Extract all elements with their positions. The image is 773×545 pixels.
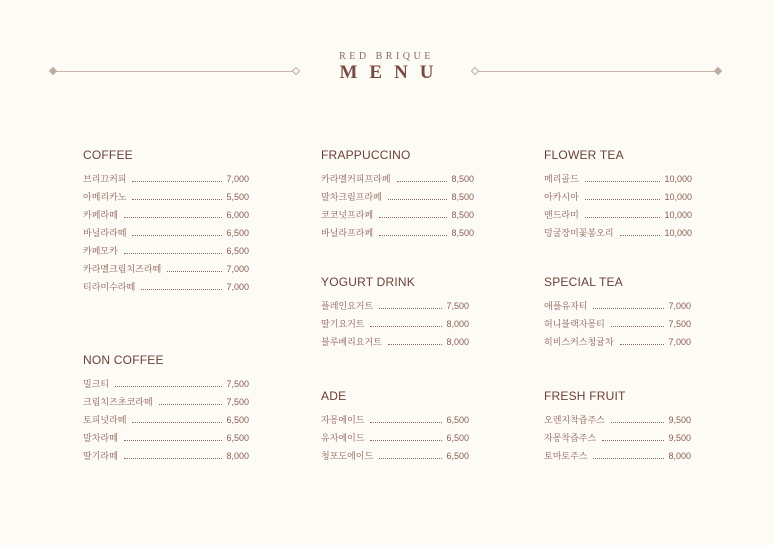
menu-item: [83, 172, 249, 190]
menu-item: [544, 190, 692, 208]
menu-item-price: 8,000: [226, 451, 249, 461]
menu-item: [83, 262, 249, 280]
brand-name: RED BRIQUE: [339, 51, 434, 62]
section-yogurt-drink: [321, 275, 469, 353]
dot-leader: [585, 181, 661, 182]
dot-leader: [141, 289, 222, 290]
menu-item-name: 오렌지착즙주스: [544, 415, 605, 425]
menu-item-name: 허니블랙자몽티: [544, 319, 605, 329]
menu-item-name: 청포도에이드: [321, 451, 374, 461]
menu-item-name: 카페라떼: [83, 210, 118, 220]
section-ade: [321, 389, 469, 467]
menu-item-name: 메리골드: [544, 174, 579, 184]
menu-item: [83, 413, 249, 431]
menu-item-name: 딸기요거트: [321, 319, 365, 329]
menu-item-price: 8,500: [451, 174, 474, 184]
menu-item-name: 자몽착즙주스: [544, 433, 597, 443]
section-title: YOGURT DRINK: [321, 275, 415, 289]
menu-item-name: 말차크림프라페: [321, 192, 382, 202]
menu-item: [83, 208, 249, 226]
menu-item-name: 바닐라라떼: [83, 228, 127, 238]
menu-item: [321, 208, 474, 226]
menu-item-price: 7,000: [668, 337, 691, 347]
page-title: MENU: [339, 62, 446, 83]
dot-leader: [585, 217, 661, 218]
menu-item: [544, 172, 692, 190]
menu-item-price: 8,000: [446, 319, 469, 329]
menu-item-name: 플레인요거트: [321, 301, 374, 311]
dot-leader: [124, 217, 223, 218]
menu-item-name: 딸기라떼: [83, 451, 118, 461]
menu-item: [83, 377, 249, 395]
menu-item-price: 7,000: [226, 264, 249, 274]
menu-item-price: 5,500: [226, 192, 249, 202]
menu-item-name: 맨드라미: [544, 210, 579, 220]
menu-item-name: 히비스커스청귤차: [544, 337, 614, 347]
dot-leader: [593, 308, 664, 309]
menu-item-name: 유자에이드: [321, 433, 365, 443]
menu-item: [83, 244, 249, 262]
menu-item-name: 카라멜커피프라페: [321, 174, 391, 184]
menu-item-price: 8,500: [451, 192, 474, 202]
menu-item: [83, 280, 249, 298]
menu-item-name: 카페모카: [83, 246, 118, 256]
section-title: ADE: [321, 389, 347, 403]
dot-leader: [370, 326, 442, 327]
dot-leader: [379, 217, 447, 218]
menu-item: [321, 317, 469, 335]
dot-leader: [611, 422, 665, 423]
section-non-coffee: [83, 353, 249, 467]
menu-item: [544, 226, 692, 244]
menu-header: [0, 0, 773, 90]
menu-item-price: 7,500: [668, 319, 691, 329]
menu-item-price: 8,500: [451, 210, 474, 220]
menu-item: [83, 431, 249, 449]
dot-leader: [611, 326, 665, 327]
section-fresh-fruit: [544, 389, 691, 467]
menu-item: [321, 449, 469, 467]
dot-leader: [124, 440, 223, 441]
menu-item-price: 6,500: [446, 415, 469, 425]
section-title: FRESH FRUIT: [544, 389, 626, 403]
menu-item-price: 7,500: [446, 301, 469, 311]
section-coffee: [83, 148, 249, 298]
menu-item-price: 7,000: [226, 174, 249, 184]
dot-leader: [388, 199, 448, 200]
dot-leader: [370, 422, 442, 423]
menu-item: [83, 226, 249, 244]
menu-item-price: 10,000: [664, 174, 692, 184]
menu-item: [544, 449, 691, 467]
menu-item-price: 7,000: [668, 301, 691, 311]
menu-item-name: 토피넛라떼: [83, 415, 127, 425]
menu-item-price: 8,500: [451, 228, 474, 238]
menu-item: [544, 208, 692, 226]
dot-leader: [388, 344, 443, 345]
menu-item-price: 7,000: [226, 282, 249, 292]
menu-item-name: 토마토주스: [544, 451, 588, 461]
menu-item-name: 티라미수라떼: [83, 282, 136, 292]
menu-item: [321, 226, 474, 244]
menu-item-name: 애플유자티: [544, 301, 588, 311]
menu-item: [321, 299, 469, 317]
dot-leader: [620, 344, 665, 345]
menu-item-name: 코코넛프라페: [321, 210, 374, 220]
menu-item-name: 브리끄커피: [83, 174, 127, 184]
menu-item-name: 아카시아: [544, 192, 579, 202]
section-special-tea: [544, 275, 691, 353]
section-title: FLOWER TEA: [544, 148, 624, 162]
dot-leader: [602, 440, 664, 441]
menu-item-price: 7,500: [226, 379, 249, 389]
menu-item-name: 크림치즈초코라떼: [83, 397, 153, 407]
menu-item: [83, 395, 249, 413]
menu-item: [321, 335, 469, 353]
menu-item-name: 바닐라프라페: [321, 228, 374, 238]
section-frappuccino: [321, 148, 474, 244]
menu-item: [321, 190, 474, 208]
dot-leader: [132, 181, 222, 182]
dot-leader: [397, 181, 448, 182]
menu-item: [544, 431, 691, 449]
menu-item-price: 6,500: [226, 246, 249, 256]
menu-item-price: 6,500: [226, 433, 249, 443]
section-title: NON COFFEE: [83, 353, 164, 367]
dot-leader: [159, 404, 223, 405]
dot-leader: [379, 308, 442, 309]
dot-leader: [132, 422, 222, 423]
menu-item-price: 9,500: [668, 415, 691, 425]
section-title: COFFEE: [83, 148, 133, 162]
section-title: FRAPPUCCINO: [321, 148, 411, 162]
menu-item-price: 6,000: [226, 210, 249, 220]
menu-item-price: 6,500: [446, 433, 469, 443]
menu-item: [83, 449, 249, 467]
dot-leader: [379, 235, 447, 236]
menu-item: [321, 172, 474, 190]
menu-item-price: 7,500: [226, 397, 249, 407]
menu-item-price: 6,500: [226, 415, 249, 425]
menu-item-price: 9,500: [668, 433, 691, 443]
menu-item: [544, 299, 691, 317]
menu-item: [544, 335, 691, 353]
menu-item-name: 밀크티: [83, 379, 110, 389]
dot-leader: [124, 458, 223, 459]
section-flower-tea: [544, 148, 692, 244]
menu-item-name: 말차라떼: [83, 433, 118, 443]
menu-item-name: 블루베리요거트: [321, 337, 382, 347]
dot-leader: [167, 271, 222, 272]
menu-item-price: 8,000: [446, 337, 469, 347]
dot-leader: [620, 235, 661, 236]
menu-item-price: 10,000: [664, 192, 692, 202]
menu-item-name: 자몽에이드: [321, 415, 365, 425]
dot-leader: [124, 253, 223, 254]
dot-leader: [379, 458, 442, 459]
menu-item-price: 10,000: [664, 228, 692, 238]
dot-leader: [585, 199, 661, 200]
menu-item: [321, 431, 469, 449]
menu-item-price: 8,000: [668, 451, 691, 461]
menu-item-price: 10,000: [664, 210, 692, 220]
menu-item: [544, 317, 691, 335]
menu-item: [83, 190, 249, 208]
menu-item: [321, 413, 469, 431]
menu-item: [544, 413, 691, 431]
dot-leader: [115, 386, 222, 387]
menu-item-name: 덩굴장미꽃봉오리: [544, 228, 614, 238]
menu-item-price: 6,500: [446, 451, 469, 461]
menu-item-name: 카라멜크림치즈라떼: [83, 264, 162, 274]
menu-item-price: 6,500: [226, 228, 249, 238]
section-title: SPECIAL TEA: [544, 275, 623, 289]
dot-leader: [132, 235, 222, 236]
menu-item-name: 아메리카노: [83, 192, 127, 202]
dot-leader: [593, 458, 664, 459]
dot-leader: [370, 440, 442, 441]
dot-leader: [132, 199, 222, 200]
